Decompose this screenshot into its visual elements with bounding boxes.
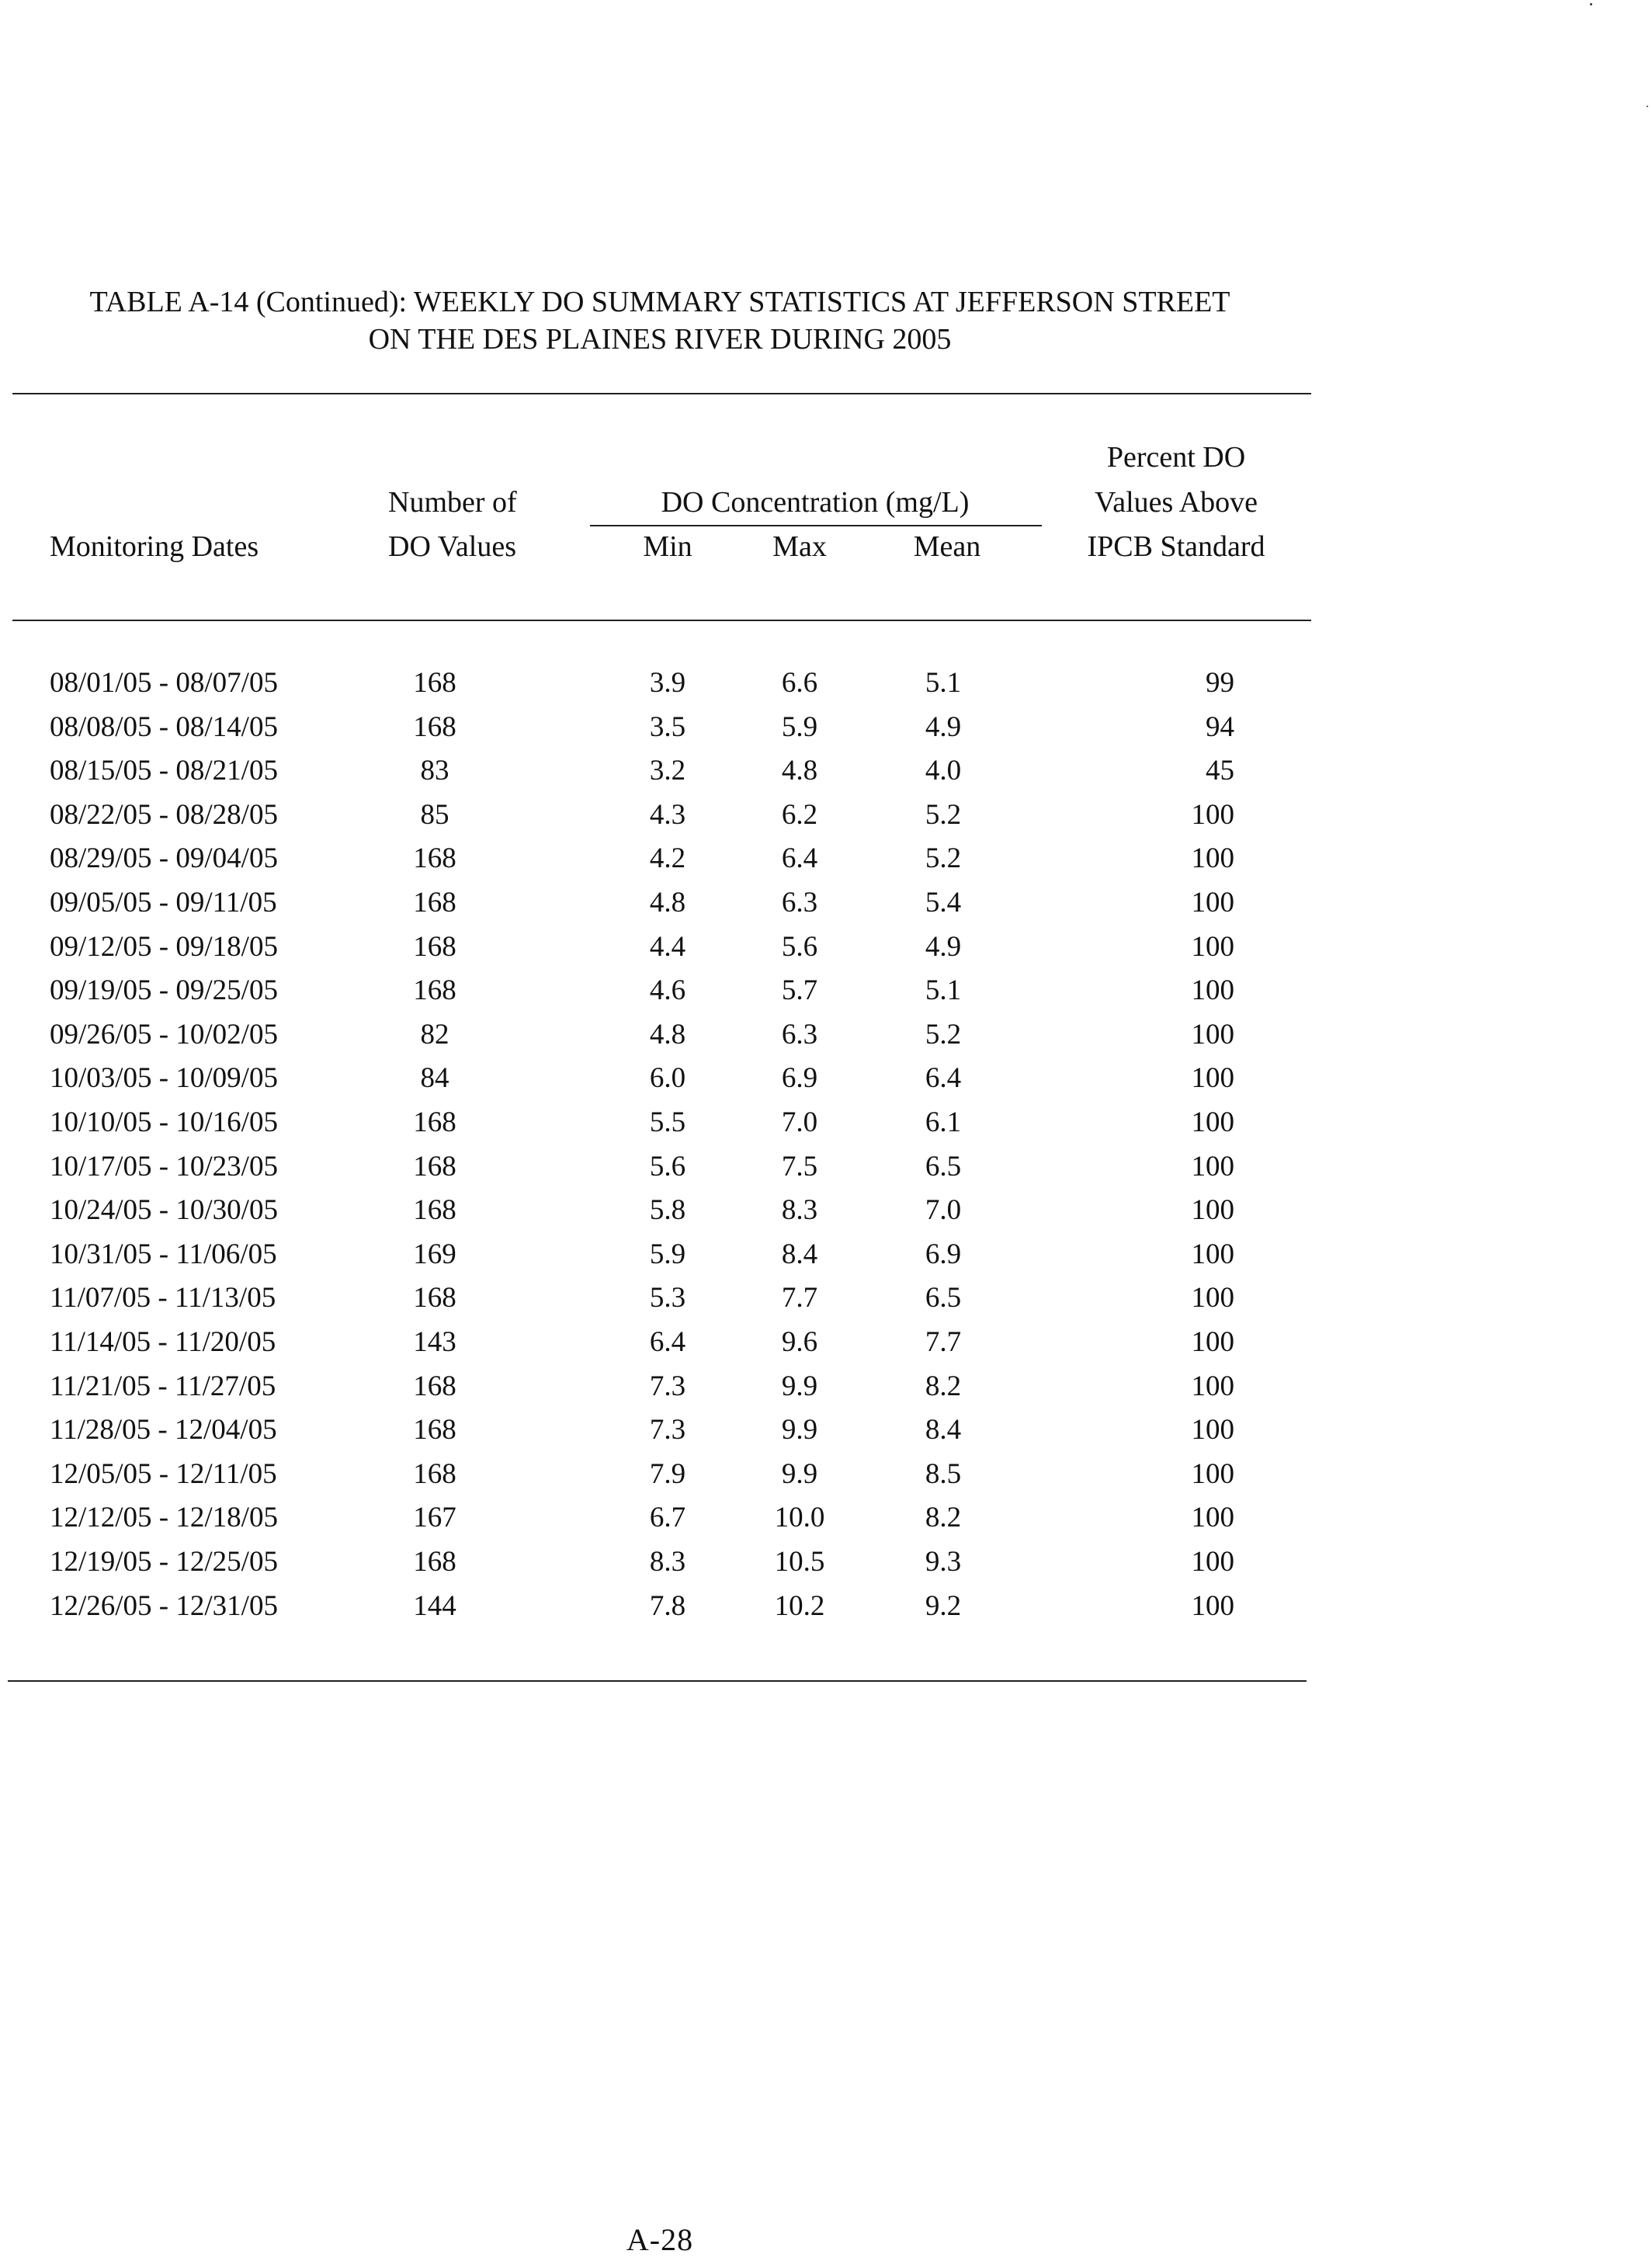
row-dates-cell: 08/01/05 - 08/07/05 bbox=[50, 667, 278, 699]
row-min-cell: 6.4 bbox=[649, 1326, 686, 1358]
header-min: Min bbox=[643, 530, 692, 563]
row-percent-cell: 99 bbox=[1206, 667, 1234, 699]
row-percent-cell: 100 bbox=[1191, 1370, 1234, 1402]
scan-speck bbox=[1647, 106, 1648, 107]
row-max-cell: 9.9 bbox=[781, 1458, 818, 1490]
row-mean-cell: 6.5 bbox=[925, 1151, 962, 1183]
row-mean-cell: 4.0 bbox=[925, 755, 962, 787]
row-mean-cell: 5.2 bbox=[925, 842, 962, 874]
row-max-cell: 9.9 bbox=[781, 1370, 818, 1402]
row-count-cell: 168 bbox=[413, 711, 456, 743]
row-max-cell: 6.2 bbox=[781, 799, 818, 831]
table-title-line-2: ON THE DES PLAINES RIVER DURING 2005 bbox=[368, 323, 952, 356]
table-title-line-1: TABLE A-14 (Continued): WEEKLY DO SUMMARY STATISTICS AT JEFFERSON STREET bbox=[89, 286, 1230, 318]
row-percent-cell: 100 bbox=[1191, 1282, 1234, 1314]
row-percent-cell: 94 bbox=[1206, 711, 1234, 743]
row-min-cell: 5.9 bbox=[649, 1238, 686, 1270]
row-mean-cell: 5.4 bbox=[925, 887, 962, 919]
row-count-cell: 143 bbox=[413, 1326, 456, 1358]
row-percent-cell: 100 bbox=[1191, 1326, 1234, 1358]
top-rule bbox=[12, 393, 1311, 394]
header-max: Max bbox=[772, 530, 827, 563]
row-min-cell: 6.0 bbox=[649, 1062, 686, 1094]
row-dates-cell: 10/10/05 - 10/16/05 bbox=[50, 1106, 278, 1138]
row-count-cell: 168 bbox=[413, 1458, 456, 1490]
row-count-cell: 168 bbox=[413, 1370, 456, 1402]
row-max-cell: 7.0 bbox=[781, 1106, 818, 1138]
header-do-values: DO Values bbox=[388, 530, 517, 563]
row-dates-cell: 10/31/05 - 11/06/05 bbox=[50, 1238, 277, 1270]
row-percent-cell: 100 bbox=[1191, 1546, 1234, 1578]
row-min-cell: 7.9 bbox=[649, 1458, 686, 1490]
row-dates-cell: 12/19/05 - 12/25/05 bbox=[50, 1546, 278, 1578]
row-max-cell: 4.8 bbox=[781, 755, 818, 787]
row-min-cell: 4.4 bbox=[649, 931, 686, 963]
row-count-cell: 167 bbox=[413, 1502, 456, 1533]
row-count-cell: 82 bbox=[420, 1019, 449, 1051]
row-max-cell: 9.6 bbox=[781, 1326, 818, 1358]
row-mean-cell: 5.2 bbox=[925, 1019, 962, 1051]
row-count-cell: 168 bbox=[413, 667, 456, 699]
row-dates-cell: 09/12/05 - 09/18/05 bbox=[50, 931, 278, 963]
row-percent-cell: 100 bbox=[1191, 799, 1234, 831]
row-percent-cell: 100 bbox=[1191, 1590, 1234, 1622]
row-percent-cell: 45 bbox=[1206, 755, 1234, 787]
row-count-cell: 168 bbox=[413, 931, 456, 963]
row-count-cell: 168 bbox=[413, 1546, 456, 1578]
row-max-cell: 6.6 bbox=[781, 667, 818, 699]
row-percent-cell: 100 bbox=[1191, 931, 1234, 963]
row-dates-cell: 12/05/05 - 12/11/05 bbox=[50, 1458, 277, 1490]
row-dates-cell: 10/24/05 - 10/30/05 bbox=[50, 1194, 278, 1226]
row-mean-cell: 9.3 bbox=[925, 1546, 962, 1578]
row-mean-cell: 9.2 bbox=[925, 1590, 962, 1622]
row-min-cell: 5.3 bbox=[649, 1282, 686, 1314]
row-max-cell: 6.3 bbox=[781, 887, 818, 919]
header-do-concentration: DO Concentration (mg/L) bbox=[661, 486, 970, 519]
row-dates-cell: 08/15/05 - 08/21/05 bbox=[50, 755, 278, 787]
row-mean-cell: 4.9 bbox=[925, 711, 962, 743]
row-dates-cell: 10/03/05 - 10/09/05 bbox=[50, 1062, 278, 1094]
row-mean-cell: 6.5 bbox=[925, 1282, 962, 1314]
header-mean: Mean bbox=[913, 530, 981, 563]
row-mean-cell: 7.0 bbox=[925, 1194, 962, 1226]
row-min-cell: 6.7 bbox=[649, 1502, 686, 1533]
row-min-cell: 4.3 bbox=[649, 799, 686, 831]
row-min-cell: 5.8 bbox=[649, 1194, 686, 1226]
row-min-cell: 3.9 bbox=[649, 667, 686, 699]
row-percent-cell: 100 bbox=[1191, 1106, 1234, 1138]
row-mean-cell: 5.1 bbox=[925, 667, 962, 699]
row-max-cell: 10.2 bbox=[774, 1590, 825, 1622]
row-min-cell: 4.8 bbox=[649, 887, 686, 919]
row-mean-cell: 8.4 bbox=[925, 1414, 962, 1446]
row-min-cell: 4.6 bbox=[649, 974, 686, 1006]
row-min-cell: 7.8 bbox=[649, 1590, 686, 1622]
row-min-cell: 4.2 bbox=[649, 842, 686, 874]
row-mean-cell: 8.5 bbox=[925, 1458, 962, 1490]
row-max-cell: 7.5 bbox=[781, 1151, 818, 1183]
row-percent-cell: 100 bbox=[1191, 1502, 1234, 1533]
row-count-cell: 85 bbox=[420, 799, 449, 831]
row-percent-cell: 100 bbox=[1191, 1062, 1234, 1094]
row-min-cell: 5.5 bbox=[649, 1106, 686, 1138]
row-max-cell: 9.9 bbox=[781, 1414, 818, 1446]
row-mean-cell: 8.2 bbox=[925, 1370, 962, 1402]
row-percent-cell: 100 bbox=[1191, 974, 1234, 1006]
row-count-cell: 83 bbox=[420, 755, 449, 787]
do-concentration-underline bbox=[590, 525, 1042, 526]
row-dates-cell: 11/14/05 - 11/20/05 bbox=[50, 1326, 276, 1358]
row-count-cell: 168 bbox=[413, 1282, 456, 1314]
row-max-cell: 6.9 bbox=[781, 1062, 818, 1094]
row-max-cell: 5.9 bbox=[781, 711, 818, 743]
row-count-cell: 168 bbox=[413, 1151, 456, 1183]
row-mean-cell: 4.9 bbox=[925, 931, 962, 963]
row-count-cell: 168 bbox=[413, 1106, 456, 1138]
row-mean-cell: 8.2 bbox=[925, 1502, 962, 1533]
row-min-cell: 4.8 bbox=[649, 1019, 686, 1051]
row-count-cell: 168 bbox=[413, 974, 456, 1006]
row-max-cell: 8.4 bbox=[781, 1238, 818, 1270]
page-number: A-28 bbox=[626, 2222, 694, 2257]
row-percent-cell: 100 bbox=[1191, 842, 1234, 874]
row-percent-cell: 100 bbox=[1191, 1238, 1234, 1270]
row-dates-cell: 11/07/05 - 11/13/05 bbox=[50, 1282, 276, 1314]
row-mean-cell: 6.4 bbox=[925, 1062, 962, 1094]
row-dates-cell: 12/26/05 - 12/31/05 bbox=[50, 1590, 278, 1622]
row-max-cell: 6.4 bbox=[781, 842, 818, 874]
row-count-cell: 168 bbox=[413, 842, 456, 874]
row-min-cell: 7.3 bbox=[649, 1370, 686, 1402]
row-dates-cell: 12/12/05 - 12/18/05 bbox=[50, 1502, 278, 1533]
scan-speck bbox=[1590, 3, 1592, 5]
row-min-cell: 5.6 bbox=[649, 1151, 686, 1183]
row-dates-cell: 09/26/05 - 10/02/05 bbox=[50, 1019, 278, 1051]
row-dates-cell: 08/08/05 - 08/14/05 bbox=[50, 711, 278, 743]
row-count-cell: 84 bbox=[420, 1062, 449, 1094]
row-dates-cell: 09/05/05 - 09/11/05 bbox=[50, 887, 277, 919]
row-dates-cell: 11/28/05 - 12/04/05 bbox=[50, 1414, 277, 1446]
bottom-rule bbox=[8, 1680, 1307, 1682]
row-mean-cell: 6.9 bbox=[925, 1238, 962, 1270]
header-bottom-rule bbox=[12, 620, 1311, 621]
row-min-cell: 8.3 bbox=[649, 1546, 686, 1578]
row-dates-cell: 08/29/05 - 09/04/05 bbox=[50, 842, 278, 874]
row-percent-cell: 100 bbox=[1191, 1151, 1234, 1183]
row-mean-cell: 7.7 bbox=[925, 1326, 962, 1358]
row-percent-cell: 100 bbox=[1191, 1194, 1234, 1226]
row-min-cell: 3.5 bbox=[649, 711, 686, 743]
row-percent-cell: 100 bbox=[1191, 887, 1234, 919]
row-mean-cell: 5.2 bbox=[925, 799, 962, 831]
row-max-cell: 5.7 bbox=[781, 974, 818, 1006]
row-dates-cell: 11/21/05 - 11/27/05 bbox=[50, 1370, 276, 1402]
row-dates-cell: 08/22/05 - 08/28/05 bbox=[50, 799, 278, 831]
row-count-cell: 168 bbox=[413, 887, 456, 919]
row-dates-cell: 09/19/05 - 09/25/05 bbox=[50, 974, 278, 1006]
header-ipcb-standard: IPCB Standard bbox=[1087, 530, 1265, 563]
row-max-cell: 6.3 bbox=[781, 1019, 818, 1051]
row-max-cell: 7.7 bbox=[781, 1282, 818, 1314]
row-max-cell: 5.6 bbox=[781, 931, 818, 963]
row-count-cell: 169 bbox=[413, 1238, 456, 1270]
row-dates-cell: 10/17/05 - 10/23/05 bbox=[50, 1151, 278, 1183]
row-percent-cell: 100 bbox=[1191, 1458, 1234, 1490]
row-mean-cell: 5.1 bbox=[925, 974, 962, 1006]
header-number-of: Number of bbox=[388, 486, 517, 519]
row-max-cell: 10.0 bbox=[774, 1502, 825, 1533]
row-max-cell: 10.5 bbox=[774, 1546, 825, 1578]
row-min-cell: 3.2 bbox=[649, 755, 686, 787]
header-monitoring-dates: Monitoring Dates bbox=[50, 530, 259, 563]
row-percent-cell: 100 bbox=[1191, 1414, 1234, 1446]
row-mean-cell: 6.1 bbox=[925, 1106, 962, 1138]
header-values-above: Values Above bbox=[1094, 486, 1258, 519]
row-percent-cell: 100 bbox=[1191, 1019, 1234, 1051]
row-count-cell: 168 bbox=[413, 1414, 456, 1446]
row-count-cell: 168 bbox=[413, 1194, 456, 1226]
row-max-cell: 8.3 bbox=[781, 1194, 818, 1226]
row-min-cell: 7.3 bbox=[649, 1414, 686, 1446]
row-count-cell: 144 bbox=[413, 1590, 456, 1622]
header-percent-do: Percent DO bbox=[1106, 441, 1246, 474]
